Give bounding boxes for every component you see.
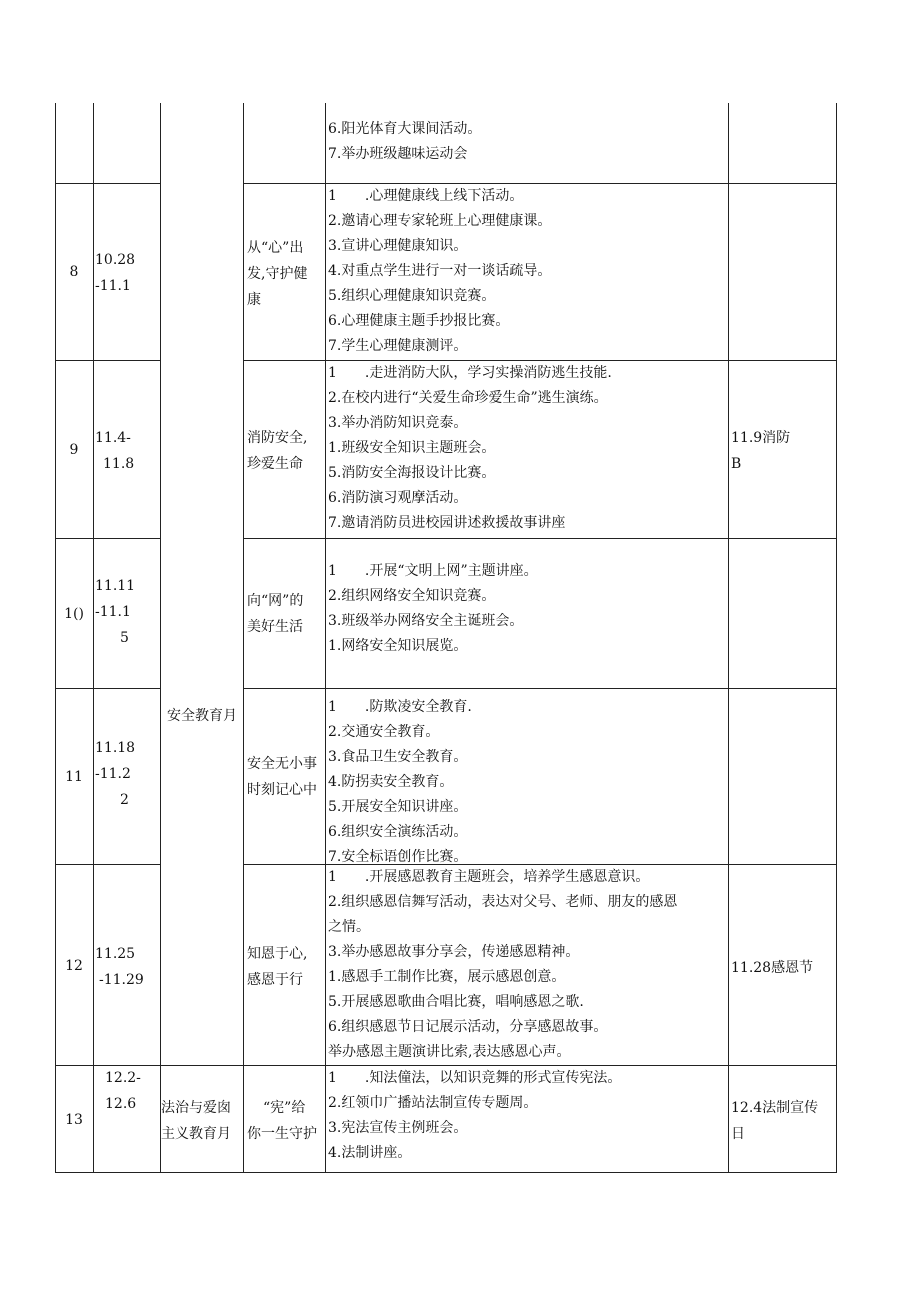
activity-item: 1 .防欺凌安全教育. [328,699,472,715]
activity-item: 4.防拐卖安全教育。 [328,774,454,790]
activity-item: 2.组织感恩信舞写活动，表达对父号、老师、朋友的感恩 [328,894,678,910]
theme-title [244,425,327,477]
activity-item: 7.安全标语创作比赛。 [328,849,468,863]
activity-item: 1.网络安全知识展览。 [328,638,468,654]
activity-list [326,184,728,359]
activity-item: 6.组织安全演练活动。 [328,824,468,840]
date-line: 11.18 [95,740,136,756]
date-line: 11.11 [95,578,136,594]
column-divider [93,103,94,1173]
activity-list [326,559,728,679]
theme-line: 向“网”的 [247,593,304,609]
date-line: 10.28 [95,252,136,268]
date-line: 12.2- [105,1070,141,1086]
theme-line: 时刻记心中 [247,782,317,798]
activity-item: 7.邀请消防员进校园讲述救援故事讲座 [328,515,566,531]
remark-cell [729,425,836,477]
activity-item: 3.宪法宣传主例班会。 [328,1120,468,1136]
activity-item: 4.对重点学生进行一对一谈话疏导。 [328,263,552,279]
activity-item: 1 .开展“文明上网”主题讲座。 [328,563,538,579]
activity-item: 3.举办感恩故事分享会，传递感恩精神。 [328,944,580,960]
theme-title [244,235,327,313]
date-range [95,573,159,651]
column-divider [160,103,161,1173]
activity-item: 6.阳光体育大课间活动。 [328,121,482,137]
theme-title [244,941,327,993]
activity-item: 5.开展感恩歌曲合唱比赛，唱响感恩之歌. [328,994,584,1010]
activity-item: 6.心理健康主题手抄报比赛。 [328,313,510,329]
date-range [95,941,159,993]
month-theme-label [161,1095,243,1147]
activity-item: 5.开展安全知识讲座。 [328,799,468,815]
theme-line: 从“心”出 [247,240,304,256]
remark-cell [729,955,836,981]
activity-item: 之情。 [328,919,370,935]
month-theme-line: 法治与爱囱 [161,1100,231,1116]
remark-cell [729,1095,836,1147]
activity-item: 2.邀请心理专家轮班上心理健康课。 [328,213,552,229]
activity-item: 5.消防安全海报设计比赛。 [328,465,496,481]
activity-item: 6.组织感恩节日记展示活动，分享感恩故事。 [328,1019,608,1035]
theme-title [244,751,327,803]
activity-item: 4.法制讲座。 [328,1145,412,1161]
row-number: 1() [64,606,84,622]
date-range [95,1065,159,1117]
month-theme-line: 主义教育月 [161,1126,231,1142]
activity-item: 2.在校内进行“关爱生命珍爱生命”逃生演练。 [328,390,608,406]
theme-line: 消防安全, [247,430,308,446]
row-divider [55,864,161,865]
theme-title [244,1095,327,1147]
row-divider [55,688,161,689]
date-line: -11.29 [99,972,144,988]
date-line: -11.2 [95,766,131,782]
activity-item: 5.组织心理健康知识竞赛。 [328,288,496,304]
activity-item: 举办感恩主题演讲比索,表达感恩心声。 [328,1044,571,1060]
table-border-bottom [55,1172,837,1173]
row-divider [243,688,837,689]
date-range [95,425,159,477]
theme-line: 感恩于行 [247,972,303,988]
activity-item: 2.交通安全教育。 [328,724,440,740]
activity-item: 7.学生心理健康测评。 [328,338,468,354]
activity-list [326,865,728,1064]
remark-line: 日 [731,1126,745,1142]
activity-list [326,361,728,537]
row-number: 9 [69,442,79,458]
date-line: -11.1 [95,604,131,620]
theme-line: 康 [247,292,261,308]
theme-line: “宪”给 [263,1100,306,1116]
row-divider [243,538,837,539]
activity-list [326,117,728,181]
row-divider [55,183,161,184]
column-divider [728,103,729,1173]
row-number: 12 [65,958,83,974]
row-number: 8 [69,264,79,280]
theme-line: 安全无小事 [247,756,317,772]
remark-line: 11.28感恩节 [731,960,814,976]
table-border-right [836,103,837,1173]
theme-line: 美好生活 [247,619,303,635]
date-range [95,247,159,299]
date-line: 11.4- [95,430,131,446]
theme-line: 发,守护健 [247,266,308,282]
date-line: -11.1 [95,278,131,294]
theme-line: 珍爱生命 [247,456,303,472]
date-line: 11.8 [103,456,135,472]
theme-title [244,588,327,640]
date-line: 12.6 [105,1096,137,1112]
row-divider [55,538,161,539]
activity-item: 3.举办消防知识竞泰。 [328,415,468,431]
activity-list [326,695,728,863]
activity-item: 6.消防演习观摩活动。 [328,490,468,506]
activity-item: 2.组织网络安全知识竞赛。 [328,588,496,604]
activity-item: 2.红领巾广播站法制宣传专题周。 [328,1095,538,1111]
activity-item: 3.宣讲心理健康知识。 [328,238,468,254]
remark-line: 12.4法制宣传 [731,1100,819,1116]
activity-item: 1 .心理健康线上线下活动。 [328,188,524,204]
row-number: 13 [65,1112,83,1128]
month-theme-label: 安全教育月 [167,708,237,724]
activity-item: 3.班级举办网络安全主诞班会。 [328,613,524,629]
date-line: 11.25 [95,946,136,962]
activity-item: 1 .走进消防大队，学习实操消防逃生技能. [328,365,612,381]
activity-item: 1.感恩手工制作比赛，展示感恩创意。 [328,969,566,985]
activity-list [326,1066,728,1171]
activity-item: 1.班级安全知识主题班会。 [328,440,496,456]
activity-item: 7.举办班级趣味运动会 [328,146,468,162]
activity-item: 1 .知法僮法，以知识竞舞的形式宣传宪法。 [328,1070,622,1086]
date-line: 2 [120,792,129,808]
activity-item: 3.食品卫生安全教育。 [328,749,468,765]
remark-line: 11.9消防 [731,430,791,446]
date-range [95,735,159,813]
remark-line: B [731,456,742,472]
theme-line: 你一生守护 [247,1126,317,1142]
activity-item: 1 .开展感恩教育主题班会，培养学生感恩意识。 [328,869,650,885]
schedule-table [55,103,837,1173]
row-divider [55,360,161,361]
date-line: 5 [120,630,129,646]
row-number: 11 [65,769,83,785]
theme-line: 知恩于心, [247,946,308,962]
